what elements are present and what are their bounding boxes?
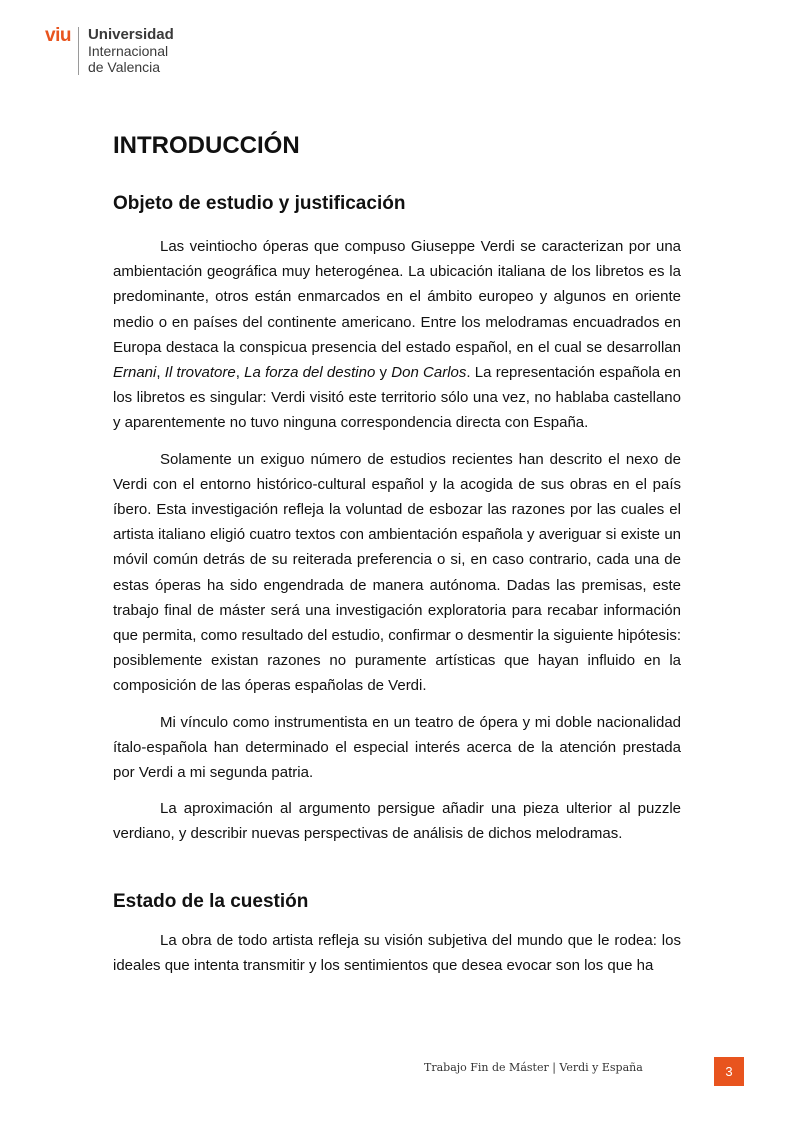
paragraph-2: Solamente un exiguo número de estudios recientes han descrito el nexo de Verdi con el entorno histórico-cultural español y la acogida de sus obras en el país íbero. Esta investigación refleja la voluntad de esbozar las razones por las cuales el artista italiano eligió cuatro textos con ambientación española y averiguar si existe un móvil común detrás de su reiterada preferencia o si, en caso contrario, cada una de estas óperas ha sido engendrada de manera autónoma. Dadas las premisas, este trabajo final de máster será una investigación exploratoria para recabar información que permita, como resultado del estudio, confirmar o desmentir la siguiente hipótesis: posiblemente existan razones no puramente artísticas que hayan influido en la composición de las óperas españolas de Verdi. (113, 450, 681, 695)
university-logo (45, 27, 174, 75)
paragraph-4: La aproximación al argumento persigue añadir una pieza ulterior al puzzle verdiano, y describir nuevas perspectivas de análisis de dichos melodramas. (113, 800, 681, 843)
opera-title-ernani: Ernani (113, 364, 157, 382)
separator: , (235, 364, 245, 382)
conjunction: y (375, 364, 392, 382)
logo-line-1: Universidad (87, 26, 174, 43)
separator: , (156, 364, 165, 382)
opera-title-don-carlos: Don Carlos (391, 364, 467, 382)
logo-line-2: Internacional (87, 43, 169, 59)
logo-wordmark (88, 27, 174, 75)
opera-title-forza-del-destino: La forza del destino (244, 364, 376, 382)
paragraph-1 (113, 234, 681, 436)
page-number-badge: 3 (714, 1057, 744, 1086)
section-heading-objeto: Objeto de estudio y justificación (113, 193, 406, 214)
logo-line-3: de Valencia (87, 59, 161, 75)
paragraph-3: Mi vínculo como instrumentista en un teatro de ópera y mi doble nacionalidad ítalo-española han determinado el especial interés acerca de la atención prestada por Verdi a mi segunda patria. (113, 713, 681, 782)
paragraph-5: La obra de todo artista refleja su visión subjetiva del mundo que le rodea: los ideales que intenta transmitir y los sentimientos que desea evocar son los que ha (113, 931, 681, 974)
paragraph-1-text-b: . La representación española en los libretos es singular: Verdi visitó este territorio sólo una vez, no hablaba castellano y aparentemente no tuvo ninguna correspondencia directa con España. (113, 364, 681, 432)
paragraph-1-text-a: Las veintiocho óperas que compuso Giuseppe Verdi se caracterizan por una ambientación geográfica muy heterogénea. La ubicación italiana de los libretos es la predominante, otros están enmarcados en el ámbito europeo y algunos en oriente medio o en países del continente americano. Entre los melodramas encuadrados en Europa destaca la conspicua presencia del estado español, en el cual se desarrollan (113, 238, 681, 356)
viu-logo-mark: viu (45, 25, 71, 46)
opera-title-il-trovatore: Il trovatore (164, 364, 236, 382)
page-title: INTRODUCCIÓN (113, 132, 300, 159)
section-heading-estado: Estado de la cuestión (113, 890, 309, 912)
footer-title: Trabajo Fin de Máster | Verdi y España (424, 1061, 643, 1074)
logo-divider (78, 27, 79, 75)
page-content (113, 127, 681, 978)
